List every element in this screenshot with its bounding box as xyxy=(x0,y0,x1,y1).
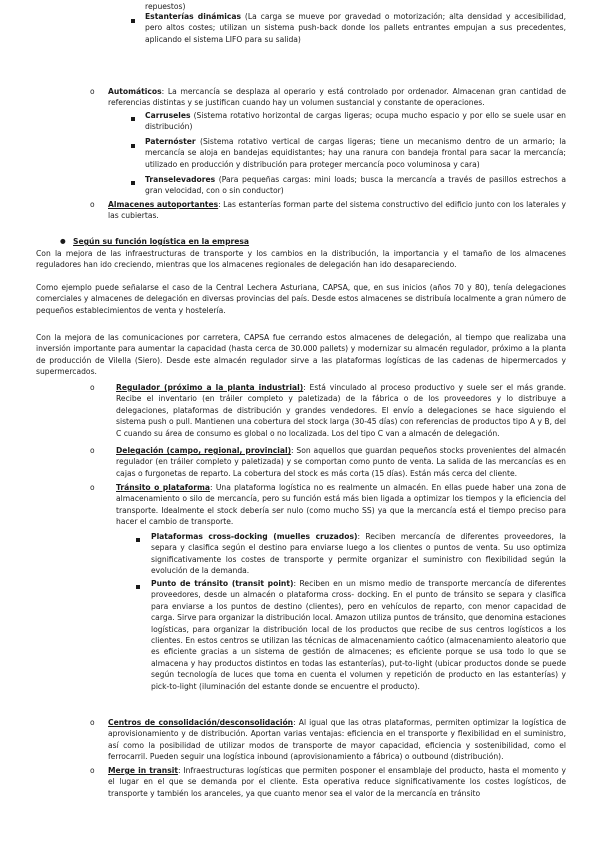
list-item-paternoster: Paternóster (Sistema rotativo vertical de cargas ligeras; tiene un mecanismo dentro de un armario; la mercancía se aloja en bandejas equidistantes; hay una ranura con bandeja frontal para sacar la mercancía; utilizado en producción y distribución para proteger mercancía poco voluminosa y cara) xyxy=(145,137,566,169)
dot-bullet-icon: ● xyxy=(60,237,66,245)
list-item-carruseles: Carruseles (Sistema rotativo horizontal de cargas ligeras; ocupa mucho espacio y por ello se suele usar en distribución) xyxy=(145,111,566,132)
circle-bullet-icon: o xyxy=(90,718,95,727)
list-item-estanterias-dinamicas: Estanterías dinámicas (La carga se mueve por gravedad o motorización; alta densidad y accesibilidad, pero altos costes; utilizan un sistema push-back donde los pallets entrantes empujan a sus precedentes, aplicando el sistema LIFO para su salida) xyxy=(145,12,567,44)
circle-bullet-icon: o xyxy=(90,446,95,455)
list-item-delegacion: Delegación (campo, regional, provincial): Son aquellos que guardan pequeños stocks provenientes del almacén regulador (en tráiler completo y paletizada) y se comportan como punto de venta. La salida de las mercancías es en cajas o furgonetas de reparto. La cobertura del stock es más corta (15 días). Están más cerca del cliente. xyxy=(116,446,566,478)
circle-bullet-icon: o xyxy=(90,483,95,492)
circle-bullet-icon: o xyxy=(90,766,95,775)
list-item-merge-in-transit: Merge in transit: Infraestructuras logísticas que permiten posponer el ensamblaje del producto, hasta el momento y el lugar en el que se demanda por el cliente. Esta operativa reduce significativamente los costes logísticos, de transporte y también los aranceles, ya que cuanto menor sea el valor de la mercancía en tránsito xyxy=(108,766,566,798)
list-item-cross-docking: Plataformas cross-docking (muelles cruzados): Reciben mercancía de diferentes proveedores, la separa y clasifica según el destino para enviarse luego a los clientes o puntos de venta. Su uso optimiza significativamente los costes de transporte y permite organizar el suministro con flexibilidad según la evolución de la demanda. xyxy=(151,532,566,576)
circle-bullet-icon: o xyxy=(90,200,95,209)
square-bullet-icon xyxy=(131,177,135,188)
section-heading: Según su función logística en la empresa xyxy=(73,237,250,246)
paragraph-2: Como ejemplo puede señalarse el caso de la Central Lechera Asturiana, CAPSA, que, en sus inicios (años 70 y 80), tenía delegaciones comerciales y almacenes de delegación en diversas provincias del país. Desde estos almacenes se distribuía localmente a gran número de pequeños establecimientos de venta y hostelería. xyxy=(36,283,566,315)
square-bullet-icon xyxy=(136,581,140,592)
square-bullet-icon xyxy=(131,140,135,151)
list-item-transit-point: Punto de tránsito (transit point): Reciben en un mismo medio de transporte mercancía de diferentes proveedores, desde un almacén o plataforma cross- docking. En el punto de tránsito se separa y clasifica para enviarse a los puntos de destino (clientes), pero en vehículos de reparto, con menor capacidad de carga. Sirve para organizar la distribución local. Amazon utiliza puntos de tránsito, que denomina estaciones logísticas, para organizar la distribución local de los productos que recibe de sus centros logísticos a los clientes. En estos centros se utilizan las técnicas de almacenamiento caótico (almacenamiento aleatorio que es eficiente gracias a un sistema de gestión de almacenes; es eficiente porque se usa todo lo que se almacena y hay productos distintos en todas las estanterías), put-to-light (ubicar productos donde se puede según tecnología de luces que toma en cuenta el volumen y repetición de producto en las estanterías) y pick-to-light (iluminación del estante donde se encuentre el producto). xyxy=(151,579,567,691)
list-item-regulador: Regulador (próximo a la planta industrial): Está vinculado al proceso productivo y suele ser el más grande. Recibe el inventario (en tráiler completo y paletizada) de la fábrica o de los proveedores y lo distribuye a delegaciones, plataformas de distribución y grandes vendedores. El envío a delegaciones se hace siguiendo el sistema push o pull. Mantienen una cobertura del stock larga (30-45 días) con referencias de productos tipo A y B, del C cuando su área de consumo es global o no localizada. Los del tipo C van a almacén de delegación. xyxy=(116,383,566,438)
list-item-automaticos: Automáticos: La mercancía se desplaza al operario y está controlado por ordenador. Almacenan gran cantidad de referencias distintas y se justifican cuando hay un volumen sustancial y constante de operaciones. xyxy=(108,87,566,108)
list-item-consolidacion: Centros de consolidación/desconsolidación: Al igual que las otras plataformas, permiten optimizar la logística de aprovisionamiento y de distribución. Aportan varias ventajas: eficiencia en el transporte y flexibilidad en el suministro, así como la posibilidad de utilizar modos de transporte de mayor capacidad, eficiencia y sostenibilidad, como el ferrocarril. Pueden seguir una logística inbound (aprovisionamiento a fábrica) o outbound (distribución). xyxy=(108,718,566,762)
paragraph-3: Con la mejora de las comunicaciones por carretera, CAPSA fue cerrando estos almacenes de delegación, al tiempo que realizaba una inversión importante para aumentar la capacidad (hasta cerca de 30.000 pallets) y modernizar su almacén regulador, próximo a la planta de producción de Vilella (Siero). Desde este almacén regulador sirve a las plataformas logísticas de las cadenas de hipermercados y supermercados. xyxy=(36,333,566,377)
list-item-transelevadores: Transelevadores (Para pequeñas cargas: mini loads; busca la mercancía a través de pasillos estrechos a gran velocidad, con o sin conductor) xyxy=(145,175,566,196)
continuation-text: repuestos) xyxy=(145,2,186,11)
circle-bullet-icon: o xyxy=(90,383,95,392)
paragraph-1: Con la mejora de las infraestructuras de transporte y los cambios en la distribución, la importancia y el tamaño de los almacenes reguladores han ido creciendo, mientras que los almacenes regionales de delegación han ido desapareciendo. xyxy=(36,249,566,270)
list-item-almacenes-autoportantes: Almacenes autoportantes: Las estanterías forman parte del sistema constructivo del edificio junto con los laterales y las cubiertas. xyxy=(108,200,566,221)
square-bullet-icon xyxy=(136,534,140,545)
square-bullet-icon xyxy=(131,15,135,26)
circle-bullet-icon: o xyxy=(90,87,95,96)
square-bullet-icon xyxy=(131,113,135,124)
list-item-transito: Tránsito o plataforma: Una plataforma logística no es realmente un almacén. En ellas puede haber una zona de almacenamiento o silo de mercancía, pero su función está más bien ligada a optimizar los tiempos y la eficiencia del transporte. Idealmente el stock debería ser nulo (como mucho SS) ya que la mercancía está el tiempo preciso para hacer el cambio de transporte. xyxy=(116,483,566,527)
